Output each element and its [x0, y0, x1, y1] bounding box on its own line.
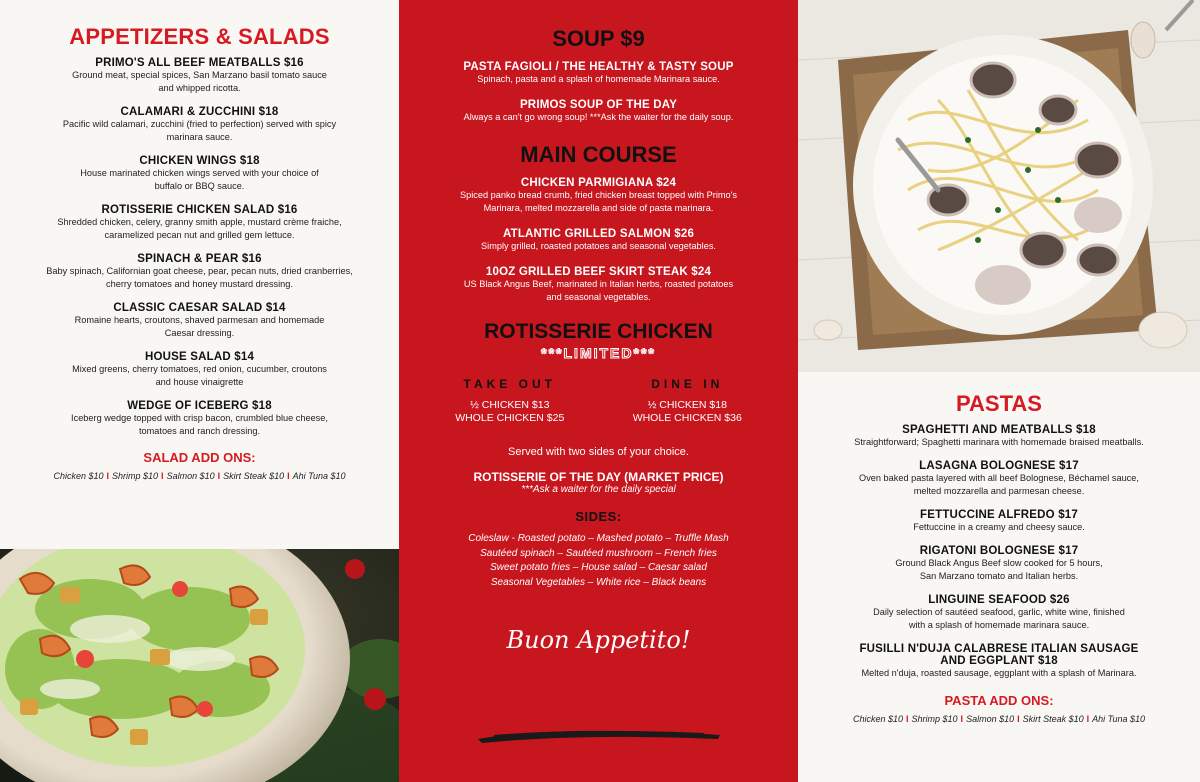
- item-desc: San Marzano tomato and Italian herbs.: [919, 571, 1079, 581]
- item-desc: Melted n'duja, roasted sausage, eggplant with a splash of Marinara.: [861, 668, 1137, 678]
- caesar-salad-photo: [0, 549, 399, 782]
- menu-item: [0, 57, 399, 95]
- item-desc: Ground meat, special spices, San Marzano basil tomato sauce: [72, 70, 327, 80]
- pastas-section: [798, 372, 1200, 724]
- item-desc: tomatoes and ranch dressing.: [138, 426, 261, 436]
- item-name: PRIMO'S ALL BEEF MEATBALLS $16: [95, 57, 304, 69]
- takeout-price: WHOLE CHICKEN $25: [455, 412, 565, 424]
- limited-badge: ***LIMITED***: [541, 345, 656, 361]
- addon-item: Ahi Tuna $10: [1092, 714, 1146, 724]
- menu-item: [399, 266, 798, 304]
- soup-title: SOUP $9: [552, 26, 645, 51]
- item-desc: marinara sauce.: [166, 132, 233, 142]
- item-desc: Mixed greens, cherry tomatoes, red onion, cucumber, croutons: [72, 364, 327, 374]
- item-name: ROTISSERIE CHICKEN SALAD $16: [101, 204, 298, 216]
- signoff-script: Buon Appetito!: [506, 626, 691, 654]
- item-desc: Marinara, melted mozzarella and side of pasta marinara.: [483, 203, 714, 213]
- item-desc: Iceberg wedge topped with crisp bacon, crumbled blue cheese,: [71, 413, 328, 423]
- sides-line: Coleslaw - Roasted potato – Mashed potato – Truffle Mash: [468, 533, 729, 544]
- addon-item: Skirt Steak $10: [1022, 714, 1084, 724]
- takeout-option: [425, 377, 595, 425]
- appetizers-title: APPETIZERS & SALADS: [69, 24, 330, 49]
- pasta-illustration: [798, 0, 1200, 372]
- item-name: CALAMARI & ZUCCHINI $18: [120, 106, 279, 118]
- sides-line: Sweet potato fries – House salad – Caesar salad: [490, 562, 707, 573]
- item-desc: and house vinaigrette: [155, 377, 244, 387]
- salad-illustration: [0, 549, 399, 782]
- menu-item: [399, 228, 798, 253]
- menu-item: [0, 400, 399, 438]
- item-desc: and whipped ricotta.: [158, 83, 241, 93]
- menu-item: [798, 594, 1200, 632]
- addon-item: Chicken $10: [852, 714, 903, 724]
- rotisserie-options: [399, 377, 798, 425]
- item-name: LINGUINE SEAFOOD $26: [928, 594, 1070, 606]
- item-name: SPINACH & PEAR $16: [137, 253, 262, 265]
- menu-item: [399, 177, 798, 215]
- item-name: CLASSIC CAESAR SALAD $14: [113, 302, 286, 314]
- item-desc: Always a can't go wrong soup! ***Ask the waiter for the daily soup.: [463, 112, 734, 122]
- item-desc: Daily selection of sautéed seafood, garlic, white wine, finished: [873, 607, 1125, 617]
- menu-item: [798, 424, 1200, 449]
- menu-item: [399, 61, 798, 86]
- menu-item: [798, 460, 1200, 498]
- salad-addons-title: SALAD ADD ONS:: [143, 450, 256, 465]
- item-desc: melted mozzarella and parmesan cheese.: [913, 486, 1085, 496]
- sides-title: SIDES:: [575, 509, 622, 524]
- addon-item: Chicken $10: [53, 471, 104, 481]
- menu-item: [0, 106, 399, 144]
- sides-line: Seasonal Vegetables – White rice – Black beans: [490, 576, 707, 588]
- item-name: PASTA FAGIOLI / THE HEALTHY & TASTY SOUP: [463, 61, 734, 73]
- item-desc: Pacific wild calamari, zucchini (fried to perfection) served with spicy: [62, 119, 337, 129]
- menu-item: [0, 155, 399, 193]
- menu-item: [798, 643, 1200, 680]
- item-name: FETTUCCINE ALFREDO $17: [920, 509, 1078, 521]
- item-desc: Spiced panko bread crumb, fried chicken breast topped with Primo's: [459, 190, 737, 200]
- salad-addons-list: Chicken $10 I Shrimp $10 I Salmon $10 I Skirt Steak $10 I Ahi Tuna $10: [53, 471, 346, 481]
- item-desc: House marinated chicken wings served with your choice of: [80, 168, 319, 178]
- sides-line: Sautéed spinach – Sautéed mushroom – French fries: [480, 547, 717, 559]
- menu-item: [399, 99, 798, 124]
- item-desc: Simply grilled, roasted potatoes and seasonal vegetables.: [481, 241, 716, 251]
- dinein-price: WHOLE CHICKEN $36: [632, 412, 742, 424]
- item-name: LASAGNA BOLOGNESE $17: [919, 460, 1079, 472]
- item-desc: US Black Angus Beef, marinated in Italian herbs, roasted potatoes: [463, 279, 734, 289]
- item-name: ATLANTIC GRILLED SALMON $26: [502, 228, 695, 240]
- addon-item: Skirt Steak $10: [223, 471, 285, 481]
- dinein-price: ½ CHICKEN $18: [647, 399, 727, 411]
- sides-list: [399, 532, 798, 590]
- item-desc: Fettuccine in a creamy and cheesy sauce.: [913, 522, 1085, 532]
- pastas-title: PASTAS: [956, 391, 1042, 416]
- item-desc: Oven baked pasta layered with all beef Bolognese, Béchamel sauce,: [859, 473, 1139, 483]
- pasta-addons-list: Chicken $10 I Shrimp $10 I Salmon $10 I Skirt Steak $10 I Ahi Tuna $10: [852, 714, 1146, 724]
- linguine-clams-photo: [798, 0, 1200, 372]
- item-name: RIGATONI BOLOGNESE $17: [919, 545, 1079, 557]
- pastas-panel: [798, 0, 1200, 782]
- takeout-heading: TAKE OUT: [463, 377, 556, 391]
- item-desc: Baby spinach, Californian goat cheese, pear, pecan nuts, dried cranberries,: [46, 266, 353, 276]
- item-desc: Romaine hearts, croutons, shaved parmesan and homemade: [74, 315, 325, 325]
- item-name: CHICKEN WINGS $18: [139, 155, 260, 167]
- item-desc: cherry tomatoes and honey mustard dressing.: [106, 279, 293, 289]
- item-name: PRIMOS SOUP OF THE DAY: [519, 99, 678, 111]
- menu-item: [0, 204, 399, 242]
- item-name: CHICKEN PARMIGIANA $24: [520, 177, 677, 189]
- takeout-price: ½ CHICKEN $13: [470, 399, 550, 411]
- main-course-panel: [399, 0, 798, 782]
- rotisserie-of-day-note: ***Ask a waiter for the daily special: [521, 484, 676, 495]
- appetizers-panel: [0, 0, 399, 782]
- item-name: FUSILLI N'DUJA CALABRESE ITALIAN SAUSAGE: [859, 643, 1139, 655]
- item-desc: Caesar dressing.: [164, 328, 235, 338]
- item-desc: buffalo or BBQ sauce.: [154, 181, 245, 191]
- addon-item: Shrimp $10: [112, 471, 159, 481]
- dinein-heading: DINE IN: [651, 377, 724, 391]
- rotisserie-of-day: ROTISSERIE OF THE DAY (MARKET PRICE): [473, 470, 724, 484]
- menu-item: [798, 509, 1200, 534]
- brush-stroke-decoration: [474, 727, 724, 745]
- item-desc: Ground Black Angus Beef slow cooked for 5 hours,: [895, 558, 1103, 568]
- item-desc: caramelized pecan nut and grilled gem lettuce.: [104, 230, 295, 240]
- item-desc: Straightforward; Spaghetti marinara with homemade braised meatballs.: [854, 437, 1144, 447]
- pasta-addons-title: PASTA ADD ONS:: [944, 693, 1054, 708]
- dinein-option: [602, 377, 772, 425]
- rotisserie-title: ROTISSERIE CHICKEN: [484, 320, 713, 343]
- main-course-title: MAIN COURSE: [520, 142, 677, 167]
- menu-item: [0, 302, 399, 340]
- item-name: 10OZ GRILLED BEEF SKIRT STEAK $24: [485, 266, 712, 278]
- item-desc: Spinach, pasta and a splash of homemade Marinara sauce.: [477, 74, 720, 84]
- served-note: Served with two sides of your choice.: [508, 446, 689, 458]
- menu-item: [0, 253, 399, 291]
- addon-item: Salmon $10: [966, 714, 1015, 724]
- menu-item: [0, 351, 399, 389]
- item-name: WEDGE OF ICEBERG $18: [127, 400, 272, 412]
- addon-item: Salmon $10: [166, 471, 215, 481]
- item-desc: and seasonal vegetables.: [546, 292, 651, 302]
- item-desc: with a splash of homemade marinara sauce.: [908, 620, 1090, 630]
- menu-item: [798, 545, 1200, 583]
- item-name: SPAGHETTI AND MEATBALLS $18: [902, 424, 1096, 436]
- item-desc: Shredded chicken, celery, granny smith apple, mustard crème fraiche,: [57, 217, 342, 227]
- addon-item: Ahi Tuna $10: [292, 471, 346, 481]
- item-name-line2: AND EGGPLANT $18: [940, 655, 1058, 667]
- addon-item: Shrimp $10: [911, 714, 958, 724]
- item-name: HOUSE SALAD $14: [144, 351, 255, 363]
